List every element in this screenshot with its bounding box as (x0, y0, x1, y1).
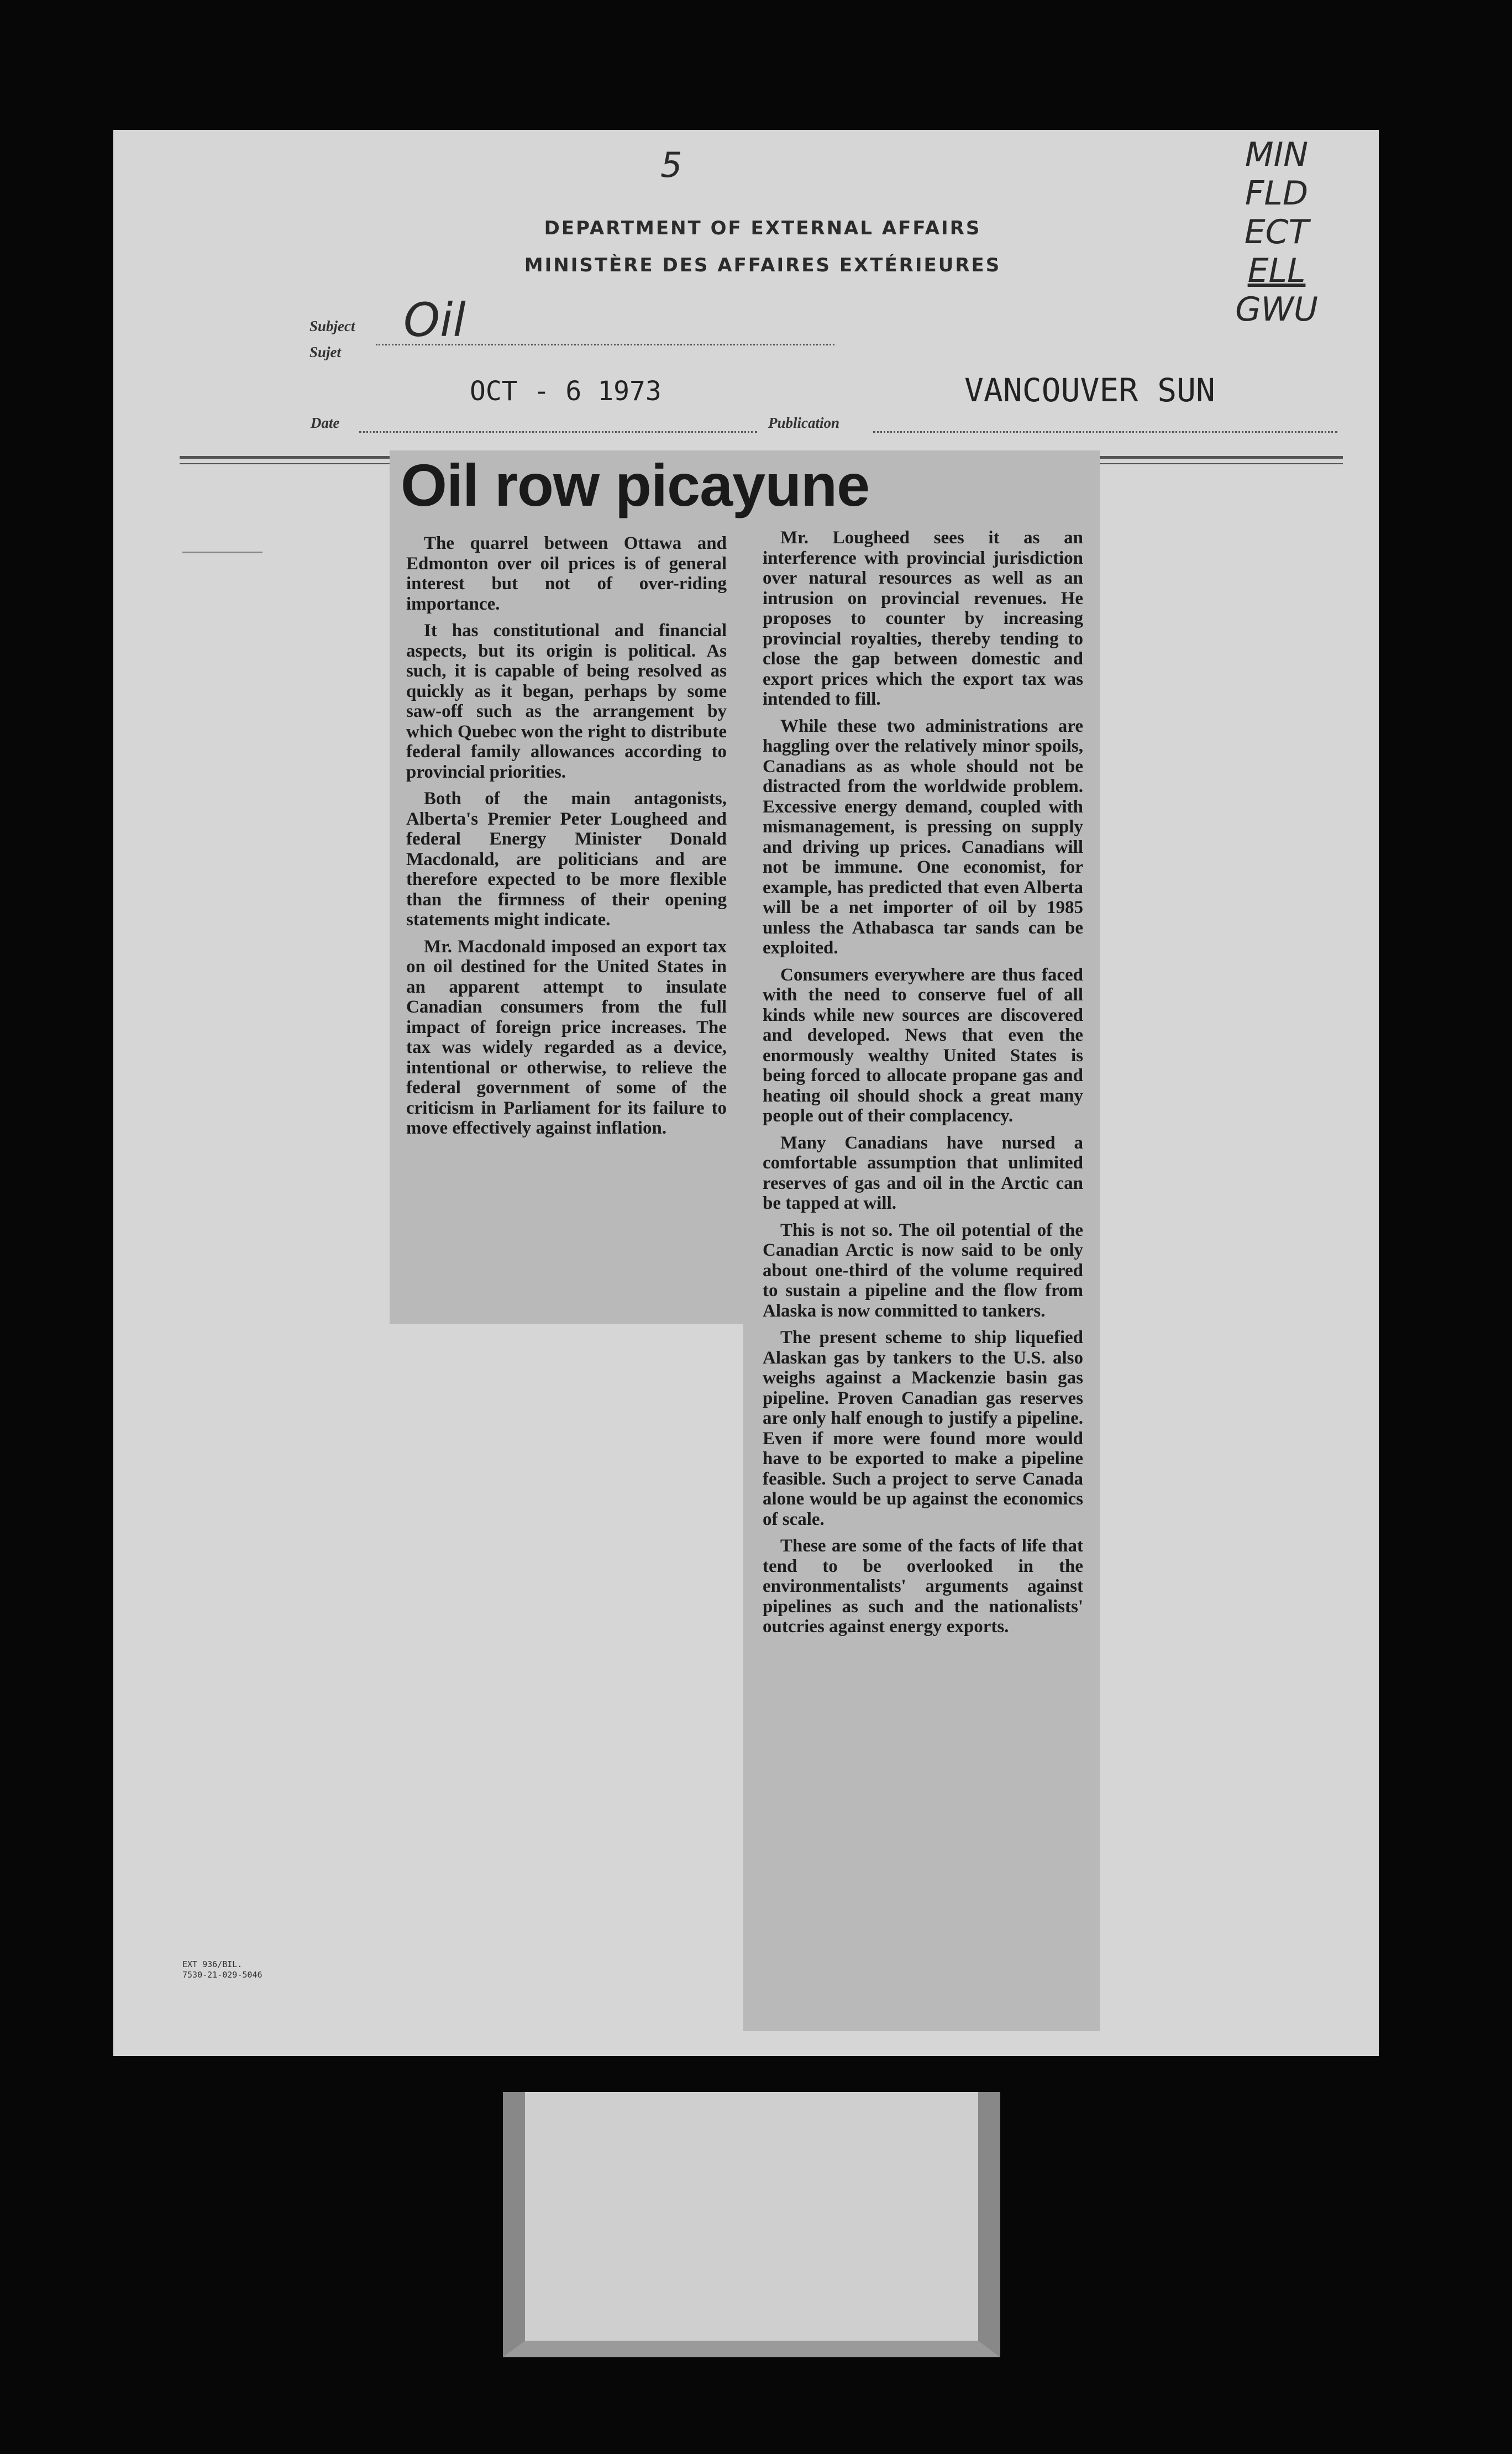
distribution-item: GWU (1235, 290, 1318, 329)
article-paragraph: Many Canadians have nursed a comfortable assumption that unlimited reserves of gas and oil in the Arctic can be tapped at will. (763, 1132, 1083, 1213)
publication-line (873, 431, 1337, 433)
department-heading-fr: MINISTÈRE DES AFFAIRES EXTÉRIEURES (524, 254, 1001, 276)
distribution-item: MIN (1245, 135, 1309, 174)
publication-label: Publication (768, 415, 840, 431)
publication-stamp: VANCOUVER SUN (964, 371, 1215, 409)
article-column-left (406, 533, 727, 1145)
article-paragraph: It has constitutional and financial aspects, but its origin is political. As such, it is capable of being resolved as quickly as it began, perhaps by some saw-off such as the arrangement by which Quebec won the right to distribute federal family allowances according to provincial priorities. (406, 621, 727, 782)
backing-card (503, 2092, 1000, 2357)
article-paragraph: Consumers everywhere are thus faced with the need to conserve fuel of all kinds while new sources are discovered and developed. News that even the enormously wealthy United States is being forced to allocate propane gas and heating oil should shock a great many people out of their complacency. (763, 964, 1083, 1126)
page-number: 5 (660, 145, 683, 185)
article-paragraph: Both of the main antagonists, Alberta's Premier Peter Lougheed and federal Energy Minister Donald Macdonald, are politicians and are therefore expected to be more flexible than the firmness of their opening statements might indicate. (406, 789, 727, 930)
article-paragraph: This is not so. The oil potential of the Canadian Arctic is now said to be only about one-third of the volume required to sustain a pipeline and the flow from Alaska is now committed to tankers. (763, 1220, 1083, 1321)
distribution-list (1205, 135, 1348, 329)
article-paragraph: While these two administrations are haggling over the relatively minor spoils, Canadians as as whole should not be distracted from the worldwide problem. Excessive energy demand, coupled with mismanagement, is pressing on supply and driving up prices. Canadians will not be immune. One economist, for example, has predicted that even Alberta will be a net importer of oil by 1985 unless the Athabasca tar sands can be exploited. (763, 716, 1083, 958)
article-headline: Oil row picayune (401, 452, 870, 518)
article-paragraph: Mr. Lougheed sees it as an interference with provincial jurisdiction over natural resources as well as an intrusion on provincial revenues. He proposes to counter by increasing provincial royalties, thereby tending to close the gap between domestic and export prices which the export tax was intended to fill. (763, 528, 1083, 709)
distribution-item: ECT (1244, 213, 1309, 251)
article-paragraph: These are some of the facts of life that tend to be overlooked in the environmentalists' arguments against pipelines as such and the nationalists' outcries against energy exports. (763, 1536, 1083, 1637)
date-stamp: OCT - 6 1973 (470, 376, 662, 407)
article-column-right (763, 528, 1083, 1644)
distribution-item: FLD (1245, 174, 1309, 213)
date-line (359, 431, 757, 433)
form-code-line: EXT 936/BIL. (182, 1959, 243, 1969)
form-code (182, 1959, 262, 1980)
subject-label: Subject (309, 318, 355, 334)
subject-label-fr: Sujet (309, 344, 342, 360)
distribution-item: ELL (1247, 251, 1306, 290)
article-paragraph: The present scheme to ship liquefied Alaskan gas by tankers to the U.S. also weighs against a Mackenzie basin gas pipeline. Proven Canadian gas reserves are only half enough to justify a pipeline. Even if more were found more would have to be exported to make a pipeline feasible. Such a project to serve Canada alone would be up against the economics of scale. (763, 1328, 1083, 1529)
article-paragraph: Mr. Macdonald imposed an export tax on oil destined for the United States in an apparent attempt to insulate Canadian consumers from the full impact of foreign price increases. The tax was widely regarded as a device, intentional or otherwise, to relieve the federal government of some of the criticism in Parliament for its failure to move effectively against inflation. (406, 936, 727, 1138)
margin-mark (182, 552, 262, 553)
date-label: Date (311, 415, 340, 431)
article-paragraph: The quarrel between Ottawa and Edmonton over oil prices is of general interest but not of over-riding importance. (406, 533, 727, 614)
department-heading-en: DEPARTMENT OF EXTERNAL AFFAIRS (544, 217, 981, 239)
subject-value: Oil (403, 293, 466, 347)
form-code-line: 7530-21-029-5046 (182, 1970, 262, 1980)
